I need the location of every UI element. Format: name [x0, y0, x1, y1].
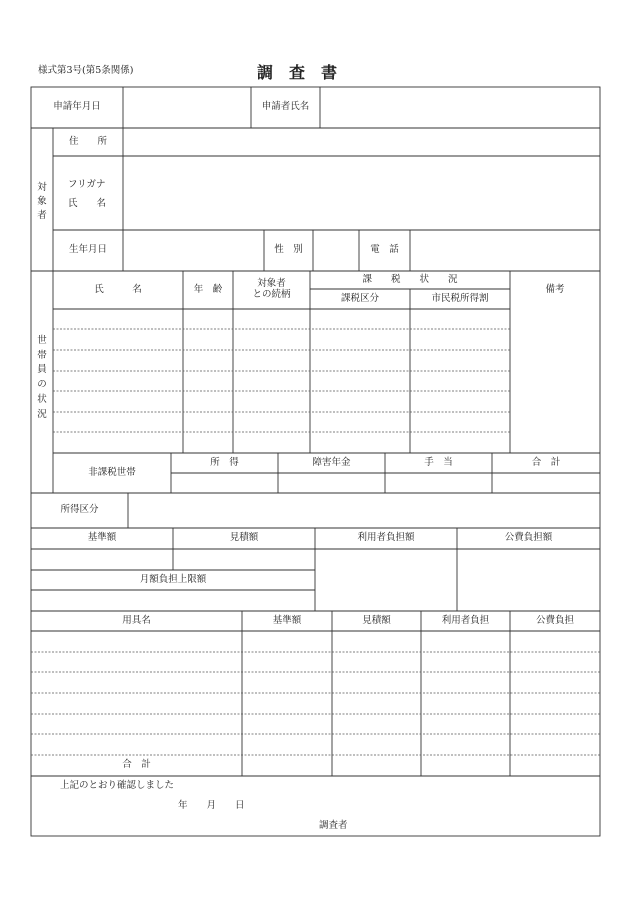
- household-group-label: 世帯員の状況: [37, 335, 47, 420]
- application-date-label: 申請年月日: [53, 101, 101, 113]
- household-name-header: 氏 名: [94, 283, 142, 295]
- page-title: 調 査 書: [257, 63, 338, 82]
- equipment-user-burden-header: 利用者負担: [441, 614, 490, 626]
- household-relation-header: [233, 271, 310, 309]
- gender-label: 性 別: [274, 244, 303, 256]
- monthly-cap-field[interactable]: [31, 590, 315, 611]
- form-number: 様式第3号(第5条関係): [38, 65, 134, 76]
- investigator-label: 調査者: [319, 820, 348, 831]
- municipal-tax-header: 市民税所得割: [431, 292, 489, 304]
- applicant-name-field[interactable]: [320, 87, 600, 128]
- remarks-header: 備考: [545, 283, 565, 295]
- equipment-name-header: 用具名: [122, 614, 151, 626]
- burden-amount-fields[interactable]: [315, 549, 600, 611]
- remarks-field[interactable]: [510, 309, 600, 453]
- subject-name-label: 氏 名: [68, 198, 107, 209]
- address-field[interactable]: [123, 128, 600, 156]
- allowance-header: 手 当: [424, 456, 453, 468]
- income-class-label: 所得区分: [60, 504, 99, 516]
- phone-field[interactable]: [410, 230, 600, 271]
- address-label: 住 所: [68, 135, 107, 147]
- furigana-label: フリガナ: [68, 179, 106, 190]
- non-taxable-label: 非課税世帯: [88, 466, 136, 478]
- income-class-field[interactable]: [128, 493, 600, 528]
- non-taxable-amounts-row[interactable]: [171, 473, 600, 493]
- confirmation-date: 年 月 日: [178, 800, 245, 811]
- public-burden-header: 公費負担額: [504, 532, 553, 544]
- applicant-name-label: 申請者氏名: [261, 101, 310, 113]
- income-total-header: 合 計: [531, 456, 561, 468]
- user-burden-header: 利用者負担額: [357, 532, 415, 544]
- standard-amount-header: 基準額: [87, 532, 117, 544]
- equipment-total-row[interactable]: [242, 755, 600, 776]
- equipment-public-burden-header: 公費負担: [535, 614, 574, 626]
- monthly-cap-label: 月額負担上限額: [139, 573, 207, 585]
- equipment-total-label: 合 計: [122, 759, 151, 771]
- equipment-estimate-header: 見積額: [362, 614, 391, 626]
- tax-status-header: 課 税 状 況: [362, 273, 458, 285]
- income-header: 所 得: [210, 456, 239, 468]
- confirmation-statement: 上記のとおり確認しました: [60, 780, 175, 791]
- household-members-table[interactable]: [53, 309, 510, 453]
- birthdate-field[interactable]: [123, 230, 264, 271]
- subject-name-field[interactable]: [123, 156, 600, 230]
- tax-class-header: 課税区分: [340, 292, 379, 304]
- household-age-header: 年 齢: [193, 283, 223, 295]
- amounts-input-row[interactable]: [31, 549, 315, 570]
- birthdate-label: 生年月日: [68, 244, 107, 256]
- gender-field[interactable]: [313, 230, 359, 271]
- estimate-amount-header: 見積額: [229, 532, 259, 544]
- application-date-field[interactable]: [123, 87, 251, 128]
- relation-header-line2: との続柄: [252, 289, 291, 300]
- equipment-standard-header: 基準額: [272, 614, 302, 626]
- equipment-table[interactable]: [31, 631, 600, 755]
- subject-group-label: 対象者: [37, 182, 47, 221]
- phone-label: 電 話: [370, 244, 399, 256]
- relation-header-line1: 対象者: [257, 278, 286, 290]
- disability-pension-header: 障害年金: [312, 456, 351, 468]
